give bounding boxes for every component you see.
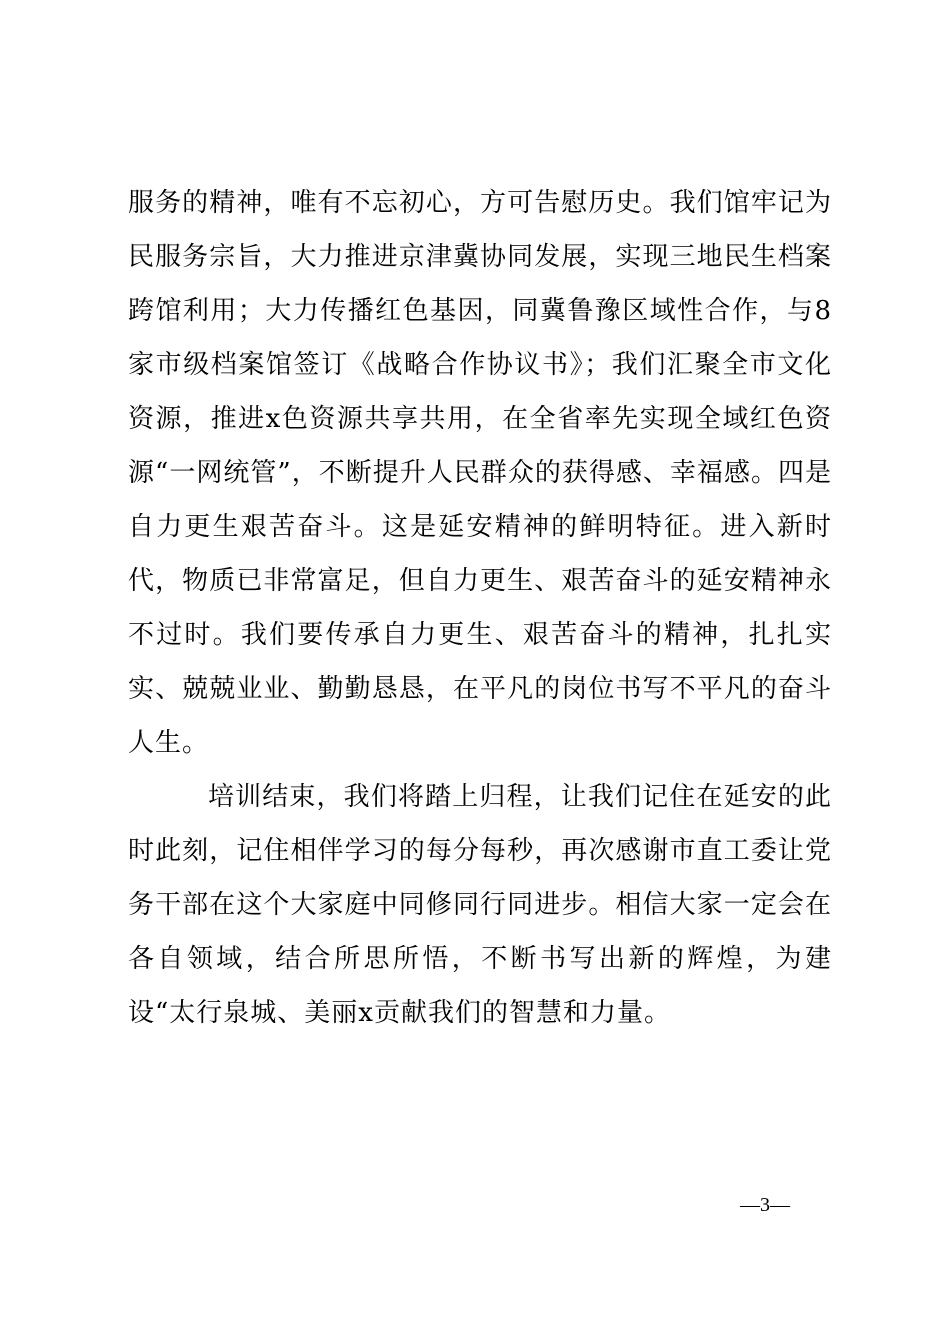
paragraph-closing: 培训结束，我们将踏上归程，让我们记住在延安的此时此刻，记住相伴学习的每分每秒，再次感谢市直工委让党务干部在这个大家庭中同修同行同进步。相信大家一定会在各自领域，结合所思所悟，不断书写出新的辉煌，为建设“太行泉城、美丽x贡献我们的智慧和力量。	[128, 782, 832, 1028]
body-text	[128, 176, 832, 1040]
paragraph-continued: 服务的精神，唯有不忘初心，方可告慰历史。我们馆牢记为民服务宗旨，大力推进京津冀协同发展，实现三地民生档案跨馆利用；大力传播红色基因，同冀鲁豫区域性合作，与8家市级档案馆签订《战略合作协议书》；我们汇聚全市文化资源，推进x色资源共享共用，在全省率先实现全域红色资源“一网统管”，不断提升人民群众的获得感、幸福感。四是自力更生艰苦奋斗。这是延安精神的鲜明特征。进入新时代，物质已非常富足，但自力更生、艰苦奋斗的延安精神永不过时。我们要传承自力更生、艰苦奋斗的精神，扎扎实实、兢兢业业、勤勤恳恳，在平凡的岗位书写不平凡的奋斗人生。	[128, 188, 832, 758]
page-number: —3—	[740, 1194, 790, 1216]
